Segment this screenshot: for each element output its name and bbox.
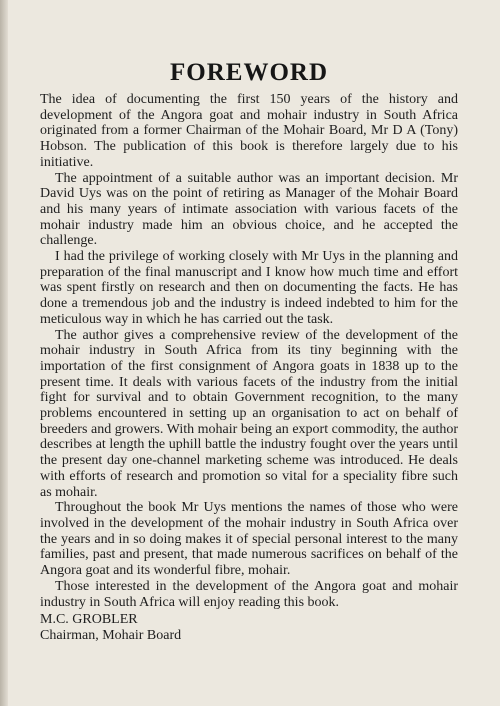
page-spine-shadow (0, 0, 8, 706)
signatory-name: M.C. GROBLER (40, 612, 138, 628)
paragraph-3: I had the privilege of working closely with Mr Uys in the planning and preparation of the final manuscript and I know how much time and effort was spent firstly on research and then on documenting the facts. He has done a tremendous job and the industry is indeed indebted to him for the meticulous way in which he has carried out the task. (40, 249, 458, 327)
paragraph-1: The idea of documenting the first 150 years of the history and development of the Angora goat and mohair industry in South Africa originated from a former Chairman of the Mohair Board, Mr D A (Tony) Hobson. The publication of this book is therefore largely due to his initiative. (40, 92, 458, 170)
paragraph-4: The author gives a comprehensive review of the development of the mohair industry in South Africa from its tiny beginning with the importation of the first consignment of Angora goats in 1838 up to the present time. It deals with various facets of the industry from the initial fight for survival and to obtain Government recognition, to the many problems encountered in setting up an organisation to act on behalf of breeders and growers. With mohair being an export commodity, the author describes at length the uphill battle the industry fought over the years until the present day one-channel marketing scheme was introduced. He deals with efforts of research and promotion so vital for a speciality fibre such as mohair. (40, 327, 458, 500)
paragraph-2: The appointment of a suitable author was an important decision. Mr David Uys was on the point of retiring as Manager of the Mohair Board and his many years of intimate association with various facets of the mohair industry made him an obvious choice, and he accepted the challenge. (40, 170, 458, 249)
foreword-content (40, 58, 458, 644)
paragraph-5: Throughout the book Mr Uys mentions the names of those who were involved in the development of the mohair industry in South Africa over the years and in so doing makes it of special personal interest to the many families, past and present, that made numerous sacrifices on behalf of the Angora goat and its wonderful fibre, mohair. (40, 500, 458, 579)
signatory-position: Chairman, Mohair Board (40, 627, 182, 643)
paragraph-6: Those interested in the development of the Angora goat and mohair industry in South Africa will enjoy reading this book. (40, 578, 458, 610)
page-title: FOREWORD (170, 59, 328, 86)
signature-block (40, 612, 458, 643)
